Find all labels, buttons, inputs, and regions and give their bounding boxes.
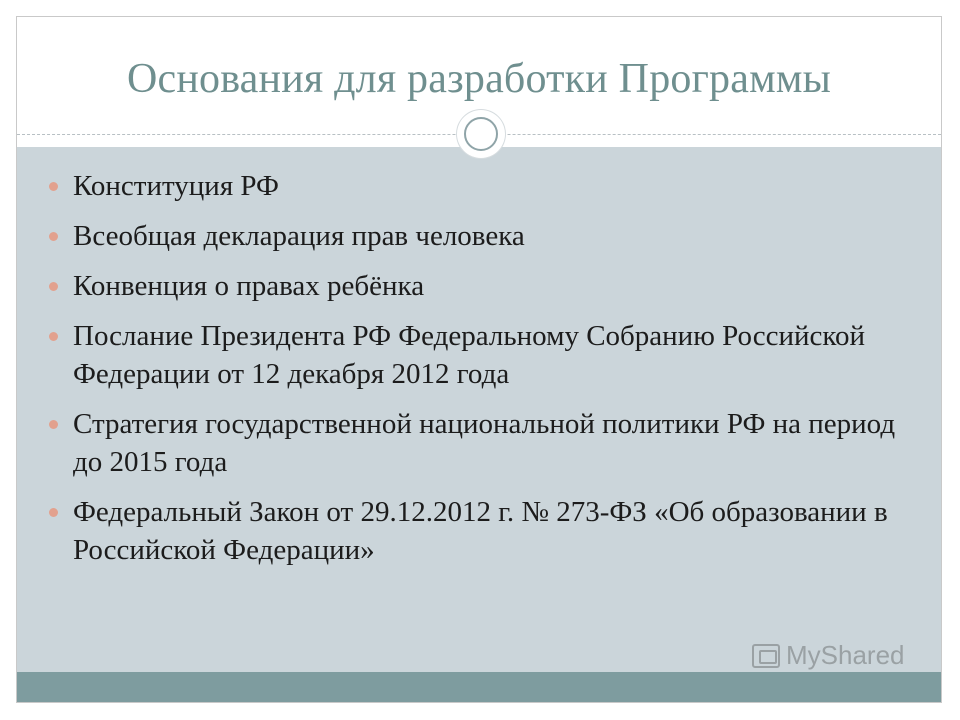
bullet-dot-icon <box>49 282 58 291</box>
watermark-text: MyShared <box>786 640 905 670</box>
slide-title: Основания для разработки Программы <box>126 56 832 102</box>
footer-band <box>17 672 941 703</box>
bullet-text: Конституция РФ <box>73 170 279 202</box>
bullet-text: Послание Президента РФ Федеральному Собранию Российской Федерации от 12 декабря 2012 года <box>73 320 866 390</box>
bullet-text: Всеобщая декларация прав человека <box>73 220 525 252</box>
myshared-logo-icon <box>752 644 780 668</box>
bullet-text: Федеральный Закон от 29.12.2012 г. № 273-ФЗ «Об образовании в Российской Федерации» <box>73 496 888 566</box>
bullet-item <box>49 493 909 569</box>
bullet-item <box>49 405 909 481</box>
myshared-watermark <box>752 640 905 671</box>
bullet-item <box>49 317 909 393</box>
bullet-dot-icon <box>49 332 58 341</box>
bullet-text: Стратегия государственной национальной политики РФ на период до 2015 года <box>73 408 896 478</box>
bullet-dot-icon <box>49 232 58 241</box>
ring-ornament-icon <box>457 110 505 158</box>
bullet-text: Конвенция о правах ребёнка <box>73 270 425 302</box>
bullet-list <box>49 167 909 581</box>
slide <box>16 16 942 703</box>
bullet-dot-icon <box>49 508 58 517</box>
bullet-item <box>49 267 909 305</box>
bullet-dot-icon <box>49 420 58 429</box>
bullet-item <box>49 217 909 255</box>
bullet-dot-icon <box>49 182 58 191</box>
bullet-item <box>49 167 909 205</box>
